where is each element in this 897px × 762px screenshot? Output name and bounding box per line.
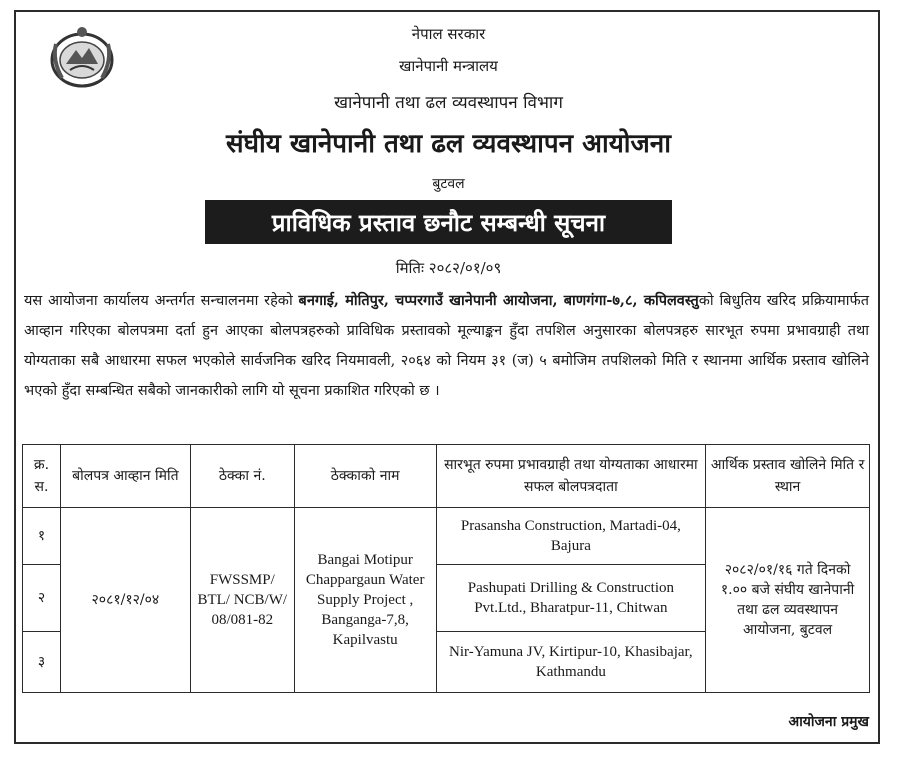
signature-label: आयोजना प्रमुख — [788, 714, 869, 730]
notice-date: मितिः २०८२/०१/०९ — [395, 259, 502, 277]
body-text-2: को बिधुतिय खरिद प्रक्रियामार्फत आव्हान गरिएका बोलपत्रमा दर्ता हुन आएका बोलपत्रहरुको प्राविधिक प्रस्तावको मूल्याङ्कन हुँदा तपशिल अनुसारका बोलपत्रहरु सारभूत रुपमा प्रभावग्राही तथा योग्यताका सबै आधारमा सफल भएकोले सार्वजनिक खरिद नियमावली, २०६४ को नियम ३१ (ज) ५ बमोजिम तपशिलको मिति र स्थानमा आर्थिक प्रस्ताव खोलिने भएको हुँदा सम्बन्धित सबैको जानकारीको लागि यो सूचना प्रकाशित गरिएको छ । — [24, 293, 870, 399]
cell-opening: २०८२/०१/१६ गते दिनको १.०० बजे संघीय खानेपानी तथा ढल व्यवस्थापन आयोजना, बुटवल — [706, 508, 870, 693]
header-line-government: नेपाल सरकार — [411, 25, 486, 43]
notice-title-banner — [205, 200, 672, 244]
cell-sn: ३ — [23, 632, 61, 693]
table-header-row — [23, 445, 870, 508]
cell-bidder: Prasansha Construction, Martadi-04, Bajura — [436, 508, 706, 565]
col-header-sn: क्र. स. — [23, 445, 61, 508]
col-header-opening: आर्थिक प्रस्ताव खोलिने मिति र स्थान — [706, 445, 870, 508]
cell-bidder: Nir-Yamuna JV, Kirtipur-10, Khasibajar, Kathmandu — [436, 632, 706, 693]
cell-contract-name: Bangai Motipur Chappargaun Water Supply Project , Banganga-7,8, Kapilvastu — [294, 508, 436, 693]
bid-table — [22, 444, 870, 693]
cell-bidder: Pashupati Drilling & Construction Pvt.Ltd., Bharatpur-11, Chitwan — [436, 565, 706, 632]
table-row — [23, 508, 870, 565]
col-header-bid-date: बोलपत्र आव्हान मिति — [60, 445, 190, 508]
body-project-name: बनगाई, मोतिपुर, चप्परगाउँ खानेपानी आयोजना, बाणगंगा-७,८, कपिलवस्तु — [298, 292, 699, 309]
col-header-contract-no: ठेक्का नं. — [190, 445, 294, 508]
header-line-ministry: खानेपानी मन्त्रालय — [399, 57, 498, 75]
header-line-department: खानेपानी तथा ढल व्यवस्थापन विभाग — [334, 93, 563, 113]
office-location: बुटवल — [432, 176, 465, 192]
notice-title: प्राविधिक प्रस्ताव छनौट सम्बन्धी सूचना — [271, 207, 606, 237]
cell-sn: १ — [23, 508, 61, 565]
cell-contract-no: FWSSMP/ BTL/ NCB/W/ 08/081-82 — [190, 508, 294, 693]
cell-bid-date: २०८१/१२/०४ — [60, 508, 190, 693]
cell-sn: २ — [23, 565, 61, 632]
body-text-1: यस आयोजना कार्यालय अन्तर्गत सन्चालनमा रहेको — [24, 293, 299, 309]
office-title: संघीय खानेपानी तथा ढल व्यवस्थापन आयोजना — [226, 129, 671, 159]
notice-body — [24, 286, 869, 406]
col-header-contract-name: ठेक्काको नाम — [294, 445, 436, 508]
col-header-bidder: सारभूत रुपमा प्रभावग्राही तथा योग्यताका आधारमा सफल बोलपत्रदाता — [436, 445, 706, 508]
